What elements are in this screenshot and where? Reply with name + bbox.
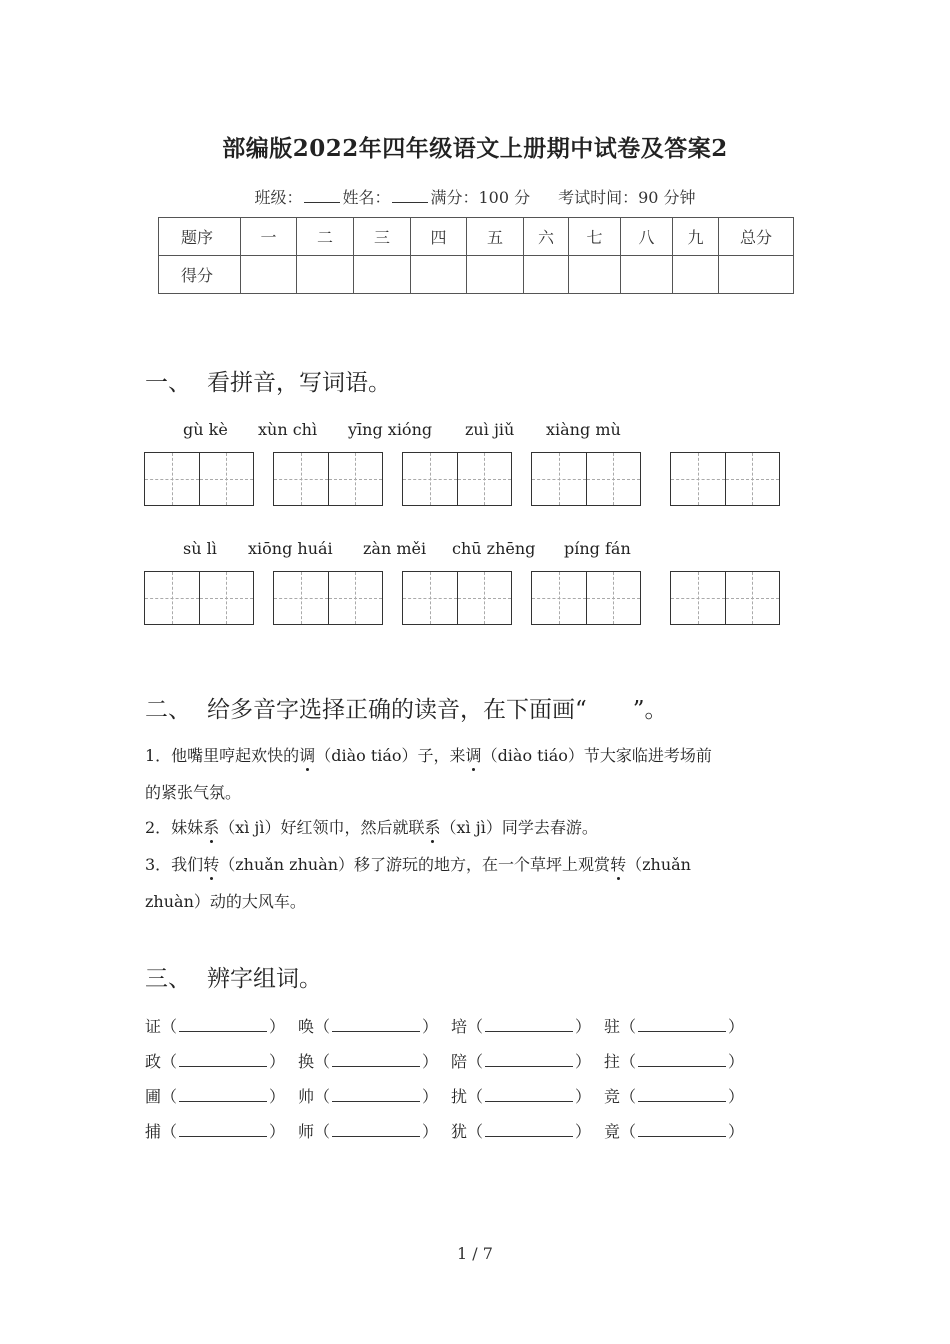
word-char: 捕 <box>145 1122 162 1141</box>
answer-blank[interactable] <box>332 1121 420 1137</box>
header-cell: 题序 <box>159 218 241 256</box>
q2-text[interactable]: （xì jì）同学去春游。 <box>440 818 598 837</box>
header-cell: 八 <box>621 218 673 256</box>
writing-box[interactable] <box>144 452 254 506</box>
pinyin-label: zàn měi <box>363 539 427 558</box>
score-table-header-row <box>159 218 794 256</box>
pinyin-label: chū zhēng <box>452 539 536 558</box>
open-paren: （ <box>314 1122 331 1141</box>
answer-blank[interactable] <box>638 1121 726 1137</box>
q3-text[interactable]: （zhuǎn zhuàn）移了游玩的地方，在一个草坪上观赏 <box>219 855 611 874</box>
answer-blank[interactable] <box>485 1016 573 1032</box>
close-paren: ） <box>575 1052 592 1071</box>
word-item <box>451 1014 591 1037</box>
word-item <box>604 1014 744 1037</box>
answer-blank[interactable] <box>332 1086 420 1102</box>
word-row <box>145 1119 765 1141</box>
open-paren: （ <box>314 1087 331 1106</box>
writing-box[interactable] <box>402 571 512 625</box>
word-char: 换 <box>298 1052 315 1071</box>
question-3-continued[interactable]: zhuàn）动的大风车。 <box>145 892 306 911</box>
word-row <box>145 1014 765 1036</box>
writing-box[interactable] <box>144 571 254 625</box>
q1-text: 1．他嘴里哼起欢快的 <box>145 746 300 765</box>
word-char: 驻 <box>604 1017 621 1036</box>
section3-number: 三、 <box>145 966 191 992</box>
close-paren: ） <box>269 1052 286 1071</box>
close-paren: ） <box>728 1052 745 1071</box>
q3-polyphone-2: 转 <box>610 855 627 874</box>
close-paren: ） <box>728 1087 745 1106</box>
q2-text[interactable]: （xì jì）好红领巾，然后就联 <box>219 818 425 837</box>
open-paren: （ <box>467 1122 484 1141</box>
q2-polyphone-2: 系 <box>424 818 441 837</box>
close-paren: ） <box>269 1122 286 1141</box>
pinyin-label: xùn chì <box>258 420 318 439</box>
header-cell: 二 <box>297 218 354 256</box>
close-paren: ） <box>422 1052 439 1071</box>
q2-polyphone-1: 系 <box>203 818 220 837</box>
score-table <box>158 217 794 294</box>
exam-info <box>0 185 950 208</box>
open-paren: （ <box>620 1052 637 1071</box>
q3-text[interactable]: （zhuǎn <box>626 855 691 874</box>
close-paren: ） <box>269 1017 286 1036</box>
section1-heading <box>145 364 391 397</box>
page-title: 部编版2022年四年级语文上册期中试卷及答案2 <box>222 135 728 162</box>
score-cell[interactable] <box>524 256 569 294</box>
header-cell: 一 <box>241 218 297 256</box>
score-cell[interactable] <box>297 256 354 294</box>
question-2 <box>145 818 598 838</box>
name-blank[interactable] <box>392 188 428 203</box>
writing-box[interactable] <box>273 571 383 625</box>
class-blank[interactable] <box>304 188 340 203</box>
open-paren: （ <box>620 1122 637 1141</box>
close-paren: ） <box>575 1087 592 1106</box>
answer-blank[interactable] <box>179 1121 267 1137</box>
word-item <box>604 1049 744 1072</box>
answer-blank[interactable] <box>638 1051 726 1067</box>
writing-box[interactable] <box>402 452 512 506</box>
q1-polyphone-1: 调 <box>299 746 316 765</box>
word-item <box>145 1084 285 1107</box>
open-paren: （ <box>467 1017 484 1036</box>
answer-blank[interactable] <box>485 1051 573 1067</box>
open-paren: （ <box>314 1017 331 1036</box>
name-label: 姓名： <box>342 188 391 207</box>
header-cell: 总分 <box>719 218 794 256</box>
q3-polyphone-1: 转 <box>203 855 220 874</box>
word-item <box>298 1084 438 1107</box>
word-char: 竞 <box>604 1087 621 1106</box>
score-table-score-row <box>159 256 794 294</box>
q2-text: 2．妹妹 <box>145 818 204 837</box>
score-cell[interactable] <box>569 256 621 294</box>
word-item <box>145 1014 285 1037</box>
word-char: 犹 <box>451 1122 468 1141</box>
answer-blank[interactable] <box>179 1086 267 1102</box>
header-cell: 五 <box>467 218 524 256</box>
section2-title: 给多音字选择正确的读音，在下面画“ ”。 <box>207 697 668 723</box>
header-cell: 九 <box>673 218 719 256</box>
section3-heading <box>145 960 322 993</box>
score-cell[interactable] <box>467 256 524 294</box>
word-item <box>604 1084 744 1107</box>
pinyin-label: píng fán <box>564 539 631 558</box>
writing-box[interactable] <box>531 571 641 625</box>
word-char: 师 <box>298 1122 315 1141</box>
score-cell[interactable] <box>621 256 673 294</box>
word-item <box>145 1049 285 1072</box>
word-item <box>451 1084 591 1107</box>
header-cell: 七 <box>569 218 621 256</box>
section1-title: 看拼音，写词语。 <box>207 370 391 396</box>
q1-text[interactable]: （diào tiáo）节大家临进考场前 <box>481 746 712 765</box>
word-char: 政 <box>145 1052 162 1071</box>
word-char: 证 <box>145 1017 162 1036</box>
answer-blank[interactable] <box>179 1016 267 1032</box>
pinyin-label: zuì jiǔ <box>465 420 515 439</box>
word-char: 唤 <box>298 1017 315 1036</box>
word-char: 培 <box>451 1017 468 1036</box>
score-cell[interactable] <box>241 256 297 294</box>
word-item <box>451 1119 591 1142</box>
pinyin-label: yīng xióng <box>348 420 433 439</box>
open-paren: （ <box>314 1052 331 1071</box>
section2-number: 二、 <box>145 697 191 723</box>
open-paren: （ <box>161 1052 178 1071</box>
open-paren: （ <box>467 1052 484 1071</box>
word-item <box>298 1014 438 1037</box>
word-item <box>145 1119 285 1142</box>
pinyin-label: xiōng huái <box>248 539 333 558</box>
word-char: 陪 <box>451 1052 468 1071</box>
score-cell[interactable] <box>719 256 794 294</box>
section3-title: 辨字组词。 <box>207 966 322 992</box>
word-char: 帅 <box>298 1087 315 1106</box>
q1-text[interactable]: （diào tiáo）子，来 <box>315 746 466 765</box>
answer-blank[interactable] <box>485 1121 573 1137</box>
close-paren: ） <box>422 1087 439 1106</box>
pinyin-label: xiàng mù <box>546 420 621 439</box>
exam-time: 考试时间：90 分钟 <box>558 188 696 207</box>
word-item <box>298 1049 438 1072</box>
close-paren: ） <box>728 1122 745 1141</box>
open-paren: （ <box>620 1087 637 1106</box>
word-char: 拄 <box>604 1052 621 1071</box>
q3-text: 3．我们 <box>145 855 204 874</box>
pinyin-label: sù lì <box>183 539 217 558</box>
open-paren: （ <box>620 1017 637 1036</box>
close-paren: ） <box>422 1017 439 1036</box>
answer-blank[interactable] <box>638 1086 726 1102</box>
question-1-continued: 的紧张气氛。 <box>145 783 242 802</box>
score-label: 得分 <box>159 256 241 294</box>
word-item <box>604 1119 744 1142</box>
close-paren: ） <box>269 1087 286 1106</box>
score-cell[interactable] <box>411 256 467 294</box>
question-3 <box>145 855 691 875</box>
word-item <box>298 1119 438 1142</box>
pinyin-label: gù kè <box>183 420 228 439</box>
answer-blank[interactable] <box>332 1051 420 1067</box>
answer-blank[interactable] <box>179 1051 267 1067</box>
word-char: 扰 <box>451 1087 468 1106</box>
writing-box[interactable] <box>670 571 780 625</box>
close-paren: ） <box>422 1122 439 1141</box>
word-char: 竟 <box>604 1122 621 1141</box>
score-cell[interactable] <box>354 256 411 294</box>
page-number: 1 / 7 <box>457 1244 493 1263</box>
word-row <box>145 1049 765 1071</box>
open-paren: （ <box>161 1017 178 1036</box>
open-paren: （ <box>467 1087 484 1106</box>
score-cell[interactable] <box>673 256 719 294</box>
writing-box[interactable] <box>670 452 780 506</box>
word-char: 圃 <box>145 1087 162 1106</box>
q1-polyphone-2: 调 <box>465 746 482 765</box>
close-paren: ） <box>575 1017 592 1036</box>
section1-number: 一、 <box>145 370 191 396</box>
answer-blank[interactable] <box>638 1016 726 1032</box>
writing-box[interactable] <box>531 452 641 506</box>
section2-heading <box>145 691 668 724</box>
answer-blank[interactable] <box>332 1016 420 1032</box>
writing-box[interactable] <box>273 452 383 506</box>
header-cell: 六 <box>524 218 569 256</box>
word-item <box>451 1049 591 1072</box>
word-row <box>145 1084 765 1106</box>
question-1 <box>145 746 712 766</box>
header-cell: 三 <box>354 218 411 256</box>
class-label: 班级： <box>254 188 303 207</box>
full-score: 满分：100 分 <box>430 188 531 207</box>
open-paren: （ <box>161 1087 178 1106</box>
close-paren: ） <box>728 1017 745 1036</box>
close-paren: ） <box>575 1122 592 1141</box>
answer-blank[interactable] <box>485 1086 573 1102</box>
header-cell: 四 <box>411 218 467 256</box>
open-paren: （ <box>161 1122 178 1141</box>
